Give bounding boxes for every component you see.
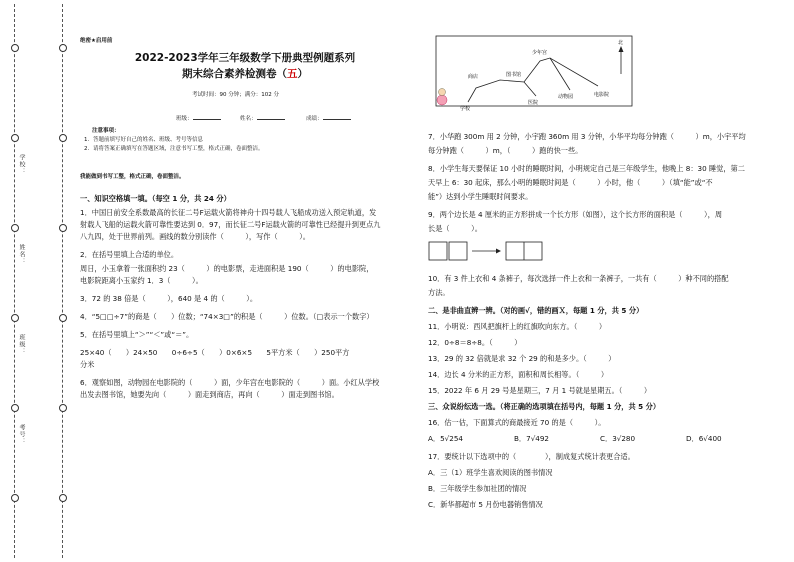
field-name-blank[interactable] <box>257 112 285 120</box>
map-label-library: 图书馆 <box>506 72 522 78</box>
binding-margin <box>6 4 62 558</box>
q3: 3．72 的 38 倍是（ ），640 是 4 的（ ）。 <box>80 294 258 303</box>
q1-line2: 射载人飞船的运载火箭可靠性要达到 0．97，而长征二号F运载火箭的可靠性已经提升到更点九 <box>80 220 381 229</box>
section-1-heading: 一、知识空格填一填。（每空 1 分，共 24 分） <box>80 194 231 203</box>
q6-line1: 6．观察如图，动物园在电影院的（ ）面，少年宫在电影院的（ ）面。小红从学校 <box>80 378 380 387</box>
map-label-zoo: 动物园 <box>558 94 574 100</box>
map-north: 北 <box>618 40 624 46</box>
q11: 11．小明说：西风把旗杆上的红旗吹向东方。（ ） <box>428 322 607 331</box>
q5-line3: 分米 <box>80 360 95 369</box>
q9-line2: 长是（ ）。 <box>428 224 482 233</box>
q5-line2: 25×40（ ）24×50 0÷6÷5（ ）0×6×5 5平方米（ ）250平方 <box>80 348 350 357</box>
q2-line3: 电影院距离小玉家约 1．3（ ）。 <box>80 276 203 285</box>
q1-line3: 八九四，处于世界前列。画线的数分别读作（ ），写作（ ）。 <box>80 232 310 241</box>
binding-ring <box>11 404 19 412</box>
section-3-heading: 三、众说纷纭选一选。（将正确的选项填在括号内，每题 1 分，共 5 分） <box>428 402 661 411</box>
field-score-label: 成绩： <box>306 116 323 122</box>
binding-ring <box>11 224 19 232</box>
field-class-blank[interactable] <box>193 112 221 120</box>
map-label-youth-palace: 少年宫 <box>532 50 548 56</box>
q17-option-b[interactable]: B．三年级学生参加社团的情况 <box>428 484 527 493</box>
field-score <box>306 112 351 124</box>
section-2-heading: 二、是非曲直辨一辨。（对的画√，错的画Ｘ，每题 1 分，共 5 分） <box>428 306 644 315</box>
q14: 14．边长 4 分米的正方形，面积和周长相等。（ ） <box>428 370 609 379</box>
field-class <box>176 112 221 124</box>
q9: 9．两个边长是 4 厘米的正方形拼成一个长方形（如图），这个长方形的面积是（ ），周 <box>428 210 723 219</box>
field-class-label: 班级： <box>176 116 193 122</box>
q16-option-a[interactable]: A．5√254 <box>428 434 463 443</box>
q17-option-a[interactable]: A．三（1）班学生喜欢阅读的图书情况 <box>428 468 553 477</box>
field-name <box>240 112 285 124</box>
reminder: 我能做到书写工整，格式正确，卷面整洁。 <box>80 174 185 180</box>
squares-figure <box>428 240 548 266</box>
binding-ring <box>59 134 67 142</box>
q16-option-c[interactable]: C．3√280 <box>600 434 636 443</box>
q16: 16．估一估，下面算式的商最接近 70 的是（ ）。 <box>428 418 606 427</box>
q17: 17．要统计以下选项中的（ ），制成复式统计表更合适。 <box>428 452 635 461</box>
title2-number: 五 <box>287 68 298 80</box>
q4: 4．“5□□÷7”的商是（ ）位数；“74×3□”的积是（ ）位数。（□表示一个数字） <box>80 312 374 321</box>
field-name-label: 姓名： <box>240 116 257 122</box>
exam-title-line2 <box>80 66 410 81</box>
exam-title-line1: 2022-2023学年三年级数学下册典型例题系列 <box>134 52 356 64</box>
q16-option-b[interactable]: B．7√492 <box>514 434 549 443</box>
q2-line2: 周日，小玉拿着一张面积约 23（ ）的电影票，走进面积是 190（ ）的电影院， <box>80 264 374 273</box>
q12: 12．0÷8＝8÷8。（ ） <box>428 338 522 347</box>
q2: 2．在括号里填上合适的单位。 <box>80 250 179 259</box>
note-2: 2．请将答案正确填写在答题区域，注意书写工整，格式正确，卷面整洁。 <box>84 146 264 152</box>
map-label-shop: 商店 <box>468 74 479 80</box>
binding-ring <box>59 224 67 232</box>
binding-label-id: 考号： <box>18 424 25 445</box>
binding-ring <box>59 44 67 52</box>
q17-option-c[interactable]: C．新华都超市 5 月份电器销售情况 <box>428 500 543 509</box>
q8-line2: 天早上 6：30 起床，那么小明的睡眠时间是（ ）小时，他（ ）（填“能”或“不 <box>428 178 713 187</box>
q6-line2: 出发去图书馆，她要先向（ ）面走到商店，再向（ ）面走到图书馆。 <box>80 390 339 399</box>
binding-ring <box>59 314 67 322</box>
field-score-blank[interactable] <box>323 112 351 120</box>
q16-option-d[interactable]: D．6√400 <box>686 434 722 443</box>
exam-info: 考试时间：90 分钟；满分：102 分 <box>192 92 279 98</box>
q8-line3: 能”）达到小学生睡眠时间要求。 <box>428 192 533 201</box>
q7-line2: 每分钟跑（ ）m，（ ）跑的快一些。 <box>428 146 583 155</box>
binding-ring <box>11 134 19 142</box>
map-label-school: 学校 <box>460 106 471 112</box>
binding-label-name: 姓名： <box>18 244 25 265</box>
binding-ring <box>11 314 19 322</box>
binding-label-school: 学校： <box>18 154 25 175</box>
cut-line-outer <box>14 4 15 558</box>
q1-line1: 1．中国日前安全系数最高的长征二号F运载火箭将神舟十四号载人飞船成功送入预定轨道，发 <box>80 208 377 217</box>
q15: 15．2022 年 6 月 29 号是星期三，7 月 1 号就是星期五。（ ） <box>428 386 652 395</box>
q7: 7．小华跑 300m 用 2 分钟，小宇跑 360m 用 3 分钟，小华平均每分钟跑（ ）m，小宇平均 <box>428 132 746 141</box>
map-label-hospital: 医院 <box>528 100 539 106</box>
map-label-cinema: 电影院 <box>594 92 610 98</box>
map-figure <box>428 34 638 116</box>
left-column <box>80 34 410 554</box>
notes-title: 注意事项： <box>92 128 120 134</box>
q10-line2: 方法。 <box>428 288 450 297</box>
q8: 8．小学生每天要保证 10 小时的睡眠时间，小明规定自己是三年级学生，他晚上 8：30 睡觉，第二 <box>428 164 745 173</box>
secret-mark: 绝密★启用前 <box>80 38 113 44</box>
title2-a: 期末综合素养检测卷（ <box>182 68 287 80</box>
right-column <box>428 34 778 554</box>
title2-c: ） <box>297 68 308 80</box>
cut-line-inner <box>62 4 63 558</box>
girl-icon <box>437 95 447 105</box>
binding-ring <box>11 494 19 502</box>
q10: 10．有 3 件上衣和 4 条裤子，每次选择一件上衣和一条裤子，一共有（ ）种不同的搭配 <box>428 274 729 283</box>
binding-ring <box>59 494 67 502</box>
binding-ring <box>11 44 19 52</box>
binding-ring <box>59 404 67 412</box>
binding-label-class: 班级： <box>18 334 25 355</box>
q5: 5．在括号里填上“＞”“＜”或“＝”。 <box>80 330 194 339</box>
q13: 13．29 的 32 倍就是求 32 个 29 的和是多少。（ ） <box>428 354 616 363</box>
note-1: 1．答题前填写好自己的姓名、班级、考号等信息 <box>84 137 204 143</box>
